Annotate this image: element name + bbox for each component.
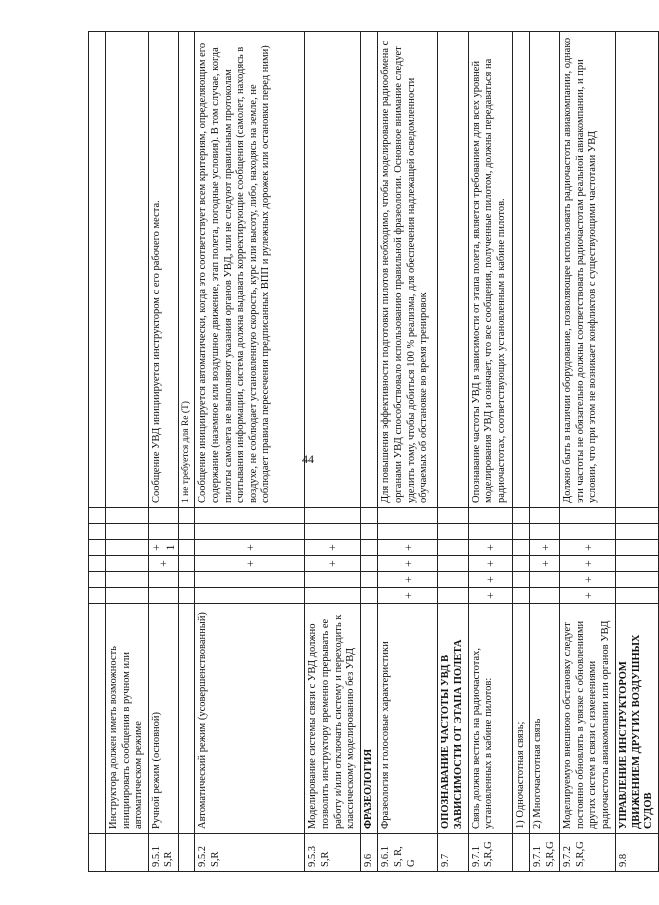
row-title: 2) Многочастотная связь [530, 604, 560, 834]
mark-cell [106, 524, 149, 540]
mark-cell [360, 588, 378, 604]
mark-cell: + 1 [148, 540, 178, 556]
mark-cell: + [195, 540, 305, 556]
page-number: 44 [302, 452, 314, 466]
mark-cell [530, 508, 560, 524]
section-heading: УПРАВЛЕНИЕ ИНСТРУКТОРОМ ДВИЖЕНИЕМ ДРУГИХ ВОЗДУШНЫХ СУДОВ [616, 604, 659, 834]
mark-cell [305, 524, 360, 540]
table-row [468, 32, 512, 872]
row-id: 9.5.1 S,R [148, 834, 178, 872]
mark-cell: + [148, 556, 178, 572]
row-id: 9.5.2 S,R [195, 834, 305, 872]
row-note [616, 32, 659, 508]
table-row [512, 32, 530, 872]
mark-cell [512, 556, 530, 572]
mark-cell [560, 524, 616, 540]
table-row [560, 32, 616, 872]
table-row [148, 32, 178, 872]
row-id: 9.7.1 S,R,G [468, 834, 512, 872]
row-title: Связь должна вестись на радиочастотах, установленных в кабине пилотов: [468, 604, 512, 834]
requirements-table [88, 31, 659, 872]
mark-cell: + [378, 588, 438, 604]
mark-cell [178, 588, 194, 604]
row-title: Ручной режим (основной) [148, 604, 178, 834]
mark-cell [438, 508, 468, 524]
mark-cell [360, 572, 378, 588]
row-note: Опознавание частоты УВД в зависимости от этапа полета, является требованием для всех уровней моделирования УВД и означает, что все сообщения, полученные пилотом, должны передаваться на радиочастотах, соответствующих установленным в кабине пилотов. [468, 32, 512, 508]
mark-cell: + [468, 572, 512, 588]
mark-cell [560, 508, 616, 524]
row-title: Автоматический режим (усовершенствованный) [195, 604, 305, 834]
mark-cell [438, 572, 468, 588]
row-note: Для повышения эффективности подготовки пилотов необходимо, чтобы моделирование радиообмена с органами УВД способствовало использованию правильной фразеологии. Основное внимание следует уделить тому, чтобы добиться 100 % реализма, для обеспечения надлежащей осведомленности обучаемых об обстановке во время тренировок [378, 32, 438, 508]
row-note [438, 32, 468, 508]
mark-cell [195, 508, 305, 524]
mark-cell [305, 588, 360, 604]
mark-cell [512, 524, 530, 540]
mark-cell [305, 508, 360, 524]
mark-cell [512, 540, 530, 556]
table-row [360, 32, 378, 872]
mark-cell [195, 588, 305, 604]
mark-cell: + [378, 556, 438, 572]
table-row [305, 32, 360, 872]
row-id [106, 834, 149, 872]
section-heading: ОПОЗНАВАНИЕ ЧАСТОТЫ УВД В ЗАВИСИМОСТИ ОТ ЭТАПА ПОЛЕТА [438, 604, 468, 834]
table-row [195, 32, 305, 872]
table-row [378, 32, 438, 872]
mark-cell [106, 588, 149, 604]
row-title: Моделируемую внешнюю обстановку следует постоянно обновлять в увязке с обновлениями других систем в связи с изменениями радиочастоты авиакомпании или органов УВД [560, 604, 616, 834]
mark-cell [178, 556, 194, 572]
row-id: 9.8 [616, 834, 659, 872]
mark-cell [512, 588, 530, 604]
mark-cell [530, 588, 560, 604]
mark-cell [616, 508, 659, 524]
row-id: 9.7.2 S,R,G [560, 834, 616, 872]
mark-cell [106, 508, 149, 524]
row-note [106, 32, 149, 508]
mark-cell [106, 572, 149, 588]
mark-cell: + [305, 556, 360, 572]
row-note: Сообщение УВД инициируется инструктором с его рабочего места. [148, 32, 178, 508]
mark-cell [195, 572, 305, 588]
row-note [512, 32, 530, 508]
row-id [178, 834, 194, 872]
mark-cell: + [195, 556, 305, 572]
mark-cell [616, 524, 659, 540]
mark-cell [360, 556, 378, 572]
row-note [360, 32, 378, 508]
table-header-row [89, 32, 106, 872]
mark-cell: + [468, 588, 512, 604]
mark-cell [468, 524, 512, 540]
mark-cell [438, 524, 468, 540]
mark-cell [438, 556, 468, 572]
mark-cell: + [468, 540, 512, 556]
table-row [438, 32, 468, 872]
mark-cell [148, 572, 178, 588]
mark-cell: + [560, 540, 616, 556]
mark-cell [178, 508, 194, 524]
rotated-table-wrapper [88, 32, 655, 872]
row-note [530, 32, 560, 508]
mark-cell [378, 508, 438, 524]
mark-cell [148, 524, 178, 540]
mark-cell [148, 508, 178, 524]
mark-cell [178, 540, 194, 556]
table-row [530, 32, 560, 872]
mark-cell [616, 572, 659, 588]
row-note: 1 не требуется для Re (T) [178, 32, 194, 508]
mark-cell [178, 572, 194, 588]
mark-cell [195, 524, 305, 540]
mark-cell [360, 508, 378, 524]
row-title: Фразеология и голосовые характеристики [378, 604, 438, 834]
mark-cell [616, 556, 659, 572]
mark-cell: + [530, 540, 560, 556]
mark-cell: + [530, 556, 560, 572]
row-note: Сообщение инициируется автоматически, когда это соответствует всем критериям, определяющим его содержание (наземное или воздушное движение, этап полета, погодные условия). В том случае, когда пилоты самолета не выполняют указания органов УВД, или не следуют правильным протоколам считывания информации, система должна выдавать корректирующие сообщения (самолет, находясь в воздухе, не соблюдает установленную скорость, курс или высоту, либо, находясь на земле, не соблюдает правила пересечения предписанных ВПП и рулежных дорожек или остановки перед ними) [195, 32, 305, 508]
mark-cell [530, 572, 560, 588]
mark-cell [512, 508, 530, 524]
row-id [512, 834, 530, 872]
row-title [178, 604, 194, 834]
row-id: 9.7 [438, 834, 468, 872]
mark-cell: + [560, 572, 616, 588]
mark-cell [438, 588, 468, 604]
row-id: 9.7.1 S,R,G [530, 834, 560, 872]
section-heading: ФРАЗЕОЛОГИЯ [360, 604, 378, 834]
row-id: 9.5.3 S,R [305, 834, 360, 872]
mark-cell [438, 540, 468, 556]
mark-cell: + [560, 556, 616, 572]
mark-cell [468, 508, 512, 524]
mark-cell [512, 572, 530, 588]
mark-cell [148, 588, 178, 604]
mark-cell [378, 524, 438, 540]
mark-cell: + [378, 540, 438, 556]
row-title: Моделирование системы связи с УВД должно позволить инструктору временно прерывать ее работу и/или отключать систему и переходить к классическому моделированию без УВД [305, 604, 360, 834]
table-row [178, 32, 194, 872]
mark-cell [530, 524, 560, 540]
mark-cell [616, 588, 659, 604]
mark-cell: + [305, 540, 360, 556]
mark-cell [178, 524, 194, 540]
table-row [616, 32, 659, 872]
mark-cell [616, 540, 659, 556]
row-note: Должно быть в наличии оборудование, позволяющее использовать радиочастоты авиакомпании, однако эти частоты не обязательно должны соответствовать радиочастотам реальной авиакомпании, и при условии, что при этом не возникает конфликтов с существующими частотами УВД [560, 32, 616, 508]
mark-cell [360, 524, 378, 540]
mark-cell [305, 572, 360, 588]
table-row [106, 32, 149, 872]
mark-cell [106, 540, 149, 556]
row-note [305, 32, 360, 508]
mark-cell: + [468, 556, 512, 572]
mark-cell: + [560, 588, 616, 604]
mark-cell [106, 556, 149, 572]
mark-cell: + [378, 572, 438, 588]
row-id: 9.6 [360, 834, 378, 872]
mark-cell [360, 540, 378, 556]
row-title: Инструктора должен иметь возможность инициировать сообщения в ручном или автоматическом режиме [106, 604, 149, 834]
row-id: 9.6.1 S, R, G [378, 834, 438, 872]
row-title: 1) Одночастотная связь; [512, 604, 530, 834]
